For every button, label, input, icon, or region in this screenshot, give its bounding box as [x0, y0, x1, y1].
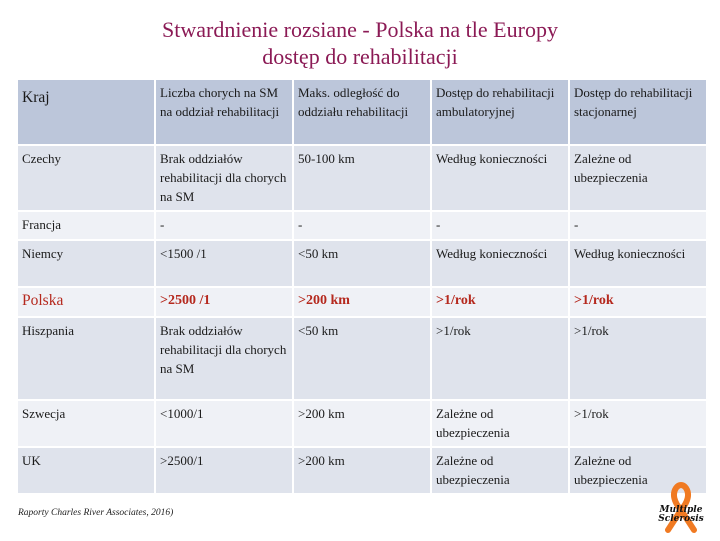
table-cell: UK [18, 448, 154, 493]
table-cell: <1000/1 [156, 401, 292, 446]
table-cell: Szwecja [18, 401, 154, 446]
table-row [18, 212, 706, 239]
table-cell: Zależne od ubezpieczenia [570, 448, 706, 493]
table-cell: 50-100 km [294, 146, 430, 210]
table-cell: Według konieczności [432, 241, 568, 286]
table-cell: - [294, 212, 430, 239]
table-cell: Czechy [18, 146, 154, 210]
table-row [18, 401, 706, 446]
header-cell: Dostęp do rehabilitacji ambulatoryjnej [432, 80, 568, 144]
table-cell: Według konieczności [432, 146, 568, 210]
table-cell: Zależne od ubezpieczenia [570, 146, 706, 210]
table-cell: Według konieczności [570, 241, 706, 286]
table-cell: <1500 /1 [156, 241, 292, 286]
table-cell: - [432, 212, 568, 239]
table-row [18, 241, 706, 286]
logo-text-line-1: Multiple [659, 505, 703, 515]
table-cell: >1/rok [432, 288, 568, 316]
ms-ribbon-logo [652, 482, 710, 536]
source-note: Raporty Charles River Associates, 2016) [18, 508, 174, 518]
table-cell: Brak oddziałów rehabilitacji dla chorych na SM [156, 146, 292, 210]
table-cell: - [156, 212, 292, 239]
header-cell: Kraj [18, 80, 154, 144]
slide-title [0, 16, 720, 70]
table-cell: <50 km [294, 241, 430, 286]
table-cell: - [570, 212, 706, 239]
table-cell: >200 km [294, 448, 430, 493]
table-cell: Brak oddziałów rehabilitacji dla chorych na SM [156, 318, 292, 399]
header-cell: Maks. odległość do oddziału rehabilitacji [294, 80, 430, 144]
table-cell: <50 km [294, 318, 430, 399]
table-cell: >2500/1 [156, 448, 292, 493]
table-cell: >200 km [294, 401, 430, 446]
table-row-highlight [18, 288, 706, 316]
table-row [18, 318, 706, 399]
title-line-1: Stwardnienie rozsiane - Polska na tle Europy [162, 17, 558, 42]
table-cell: >1/rok [432, 318, 568, 399]
table-row [18, 448, 706, 493]
table-cell: >1/rok [570, 318, 706, 399]
table-cell: Hiszpania [18, 318, 154, 399]
header-cell: Liczba chorych na SM na oddział rehabilitacji [156, 80, 292, 144]
table-cell: >1/rok [570, 401, 706, 446]
header-cell: Dostęp do rehabilitacji stacjonarnej [570, 80, 706, 144]
table-row [18, 146, 706, 210]
comparison-table [16, 78, 708, 495]
table-cell: >1/rok [570, 288, 706, 316]
table-cell: Niemcy [18, 241, 154, 286]
table-cell: Zależne od ubezpieczenia [432, 448, 568, 493]
table-cell: Francja [18, 212, 154, 239]
table-cell: Zależne od ubezpieczenia [432, 401, 568, 446]
logo-text-line-2: Sclerosis [658, 514, 704, 524]
table-header-row [18, 80, 706, 144]
title-line-2: dostęp do rehabilitacji [262, 44, 458, 69]
table-cell: >2500 /1 [156, 288, 292, 316]
table-cell: >200 km [294, 288, 430, 316]
table-cell: Polska [18, 288, 154, 316]
